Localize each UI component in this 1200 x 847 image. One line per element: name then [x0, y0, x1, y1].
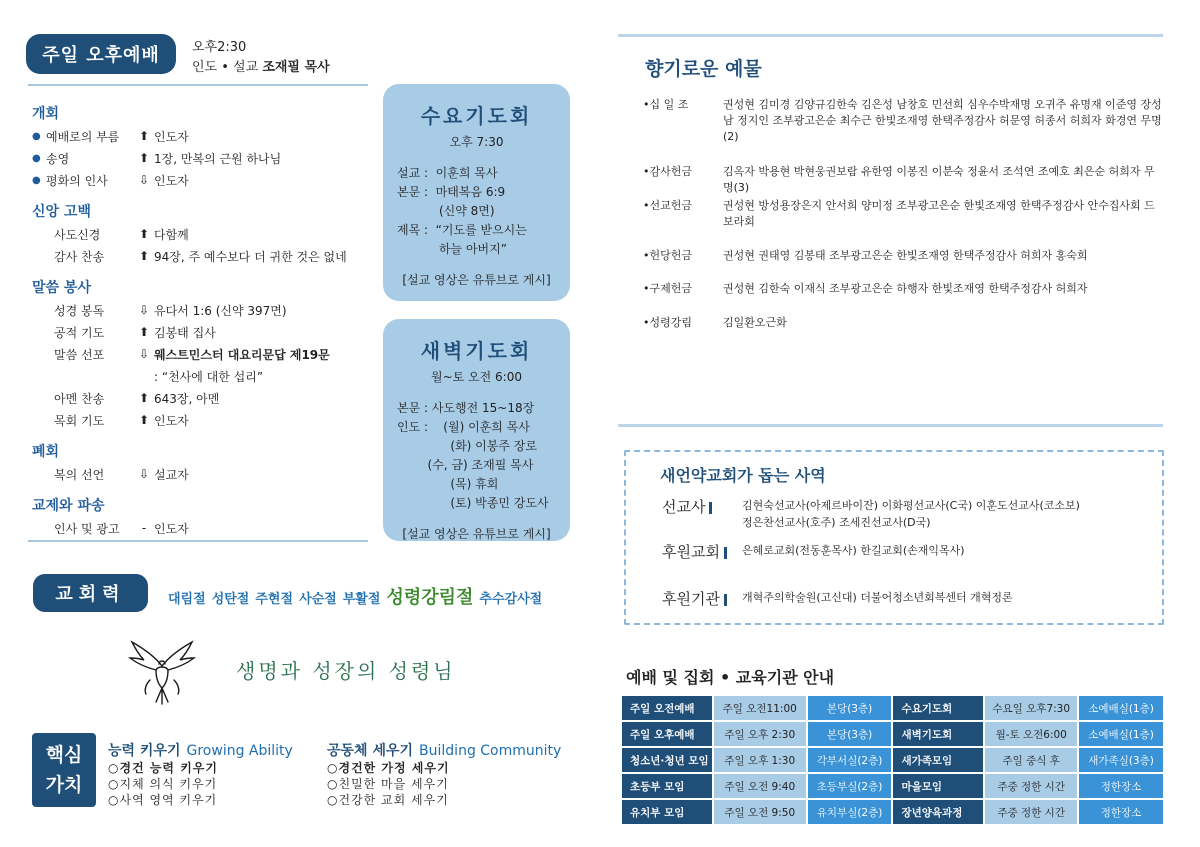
dawn-details	[397, 399, 556, 513]
schedule-title: 예배 및 집회 • 교육기관 안내	[626, 668, 835, 687]
stand-arrow-icon: ⬆	[138, 151, 150, 165]
offering-value: 권성현 김한숙 이재식 조부광고은순 하행자 한빛조재영 한택주정감사 허희자	[723, 282, 1088, 295]
schedule-location: 소예배실(1층)	[1079, 696, 1163, 720]
calendar-theme: 생명과 성장의 성령님	[236, 659, 456, 683]
core-values-line1: 핵심	[45, 744, 83, 766]
order-item	[32, 169, 367, 191]
order-item	[32, 365, 367, 387]
calendar-seasons	[168, 583, 542, 609]
season-0: 대림절	[168, 592, 206, 607]
growing-head	[108, 740, 293, 760]
ministry-row	[662, 541, 1142, 562]
ministry-key-text: 후원교회	[662, 543, 720, 561]
stand-arrow-icon: ⬆	[138, 249, 150, 263]
core-values-line2: 가치	[45, 774, 83, 796]
building-head	[327, 740, 561, 760]
building-head-ko: 공동체 세우기	[327, 743, 414, 759]
offering-row	[643, 198, 1163, 230]
offering-value: 권성현 김미경 김양규김한숙 김은성 남창호 민선희 심우수박재명 오귀주 유명재 이준영 장성남 정지인 조부광고은순 최수근 한빛조재영 한택주정감사 허문영 허종서 허희자 화경연 무명(2)	[723, 98, 1162, 143]
ministry-value: 김현숙선교사(아제르바이잔) 이화평선교사(C국) 이훈도선교사(코소보) 정은찬선교사(호주) 조세진선교사(D국)	[742, 499, 1080, 529]
order-item-value: 웨스트민스터 대요리문답 제19문	[154, 347, 330, 362]
section-heading: 신앙 고백	[32, 204, 91, 220]
bullet-icon: ●	[32, 152, 41, 164]
schedule-location: 정한장소	[1079, 800, 1163, 824]
card-detail-line: 인도 : (월) 이훈희 목사	[397, 420, 530, 434]
worship-time: 오후2:30	[192, 40, 247, 55]
section-heading: 말씀 봉사	[32, 280, 91, 296]
sit-arrow-icon: ⇩	[138, 303, 150, 317]
building-head-en: Building Community	[419, 743, 562, 759]
worship-leader-name: 조재필 목사	[262, 60, 330, 75]
order-item-value: 인도자	[154, 129, 189, 144]
order-item-value: 643장, 아멘	[154, 391, 220, 406]
schedule-time: 월-토 오전6:00	[985, 722, 1077, 746]
stand-arrow-icon: ⬆	[138, 413, 150, 427]
order-item-value: 유다서 1:6 (신약 397면)	[154, 303, 287, 318]
schedule-time: 주일 중식 후	[985, 748, 1077, 772]
bullet-icon: ●	[32, 174, 41, 186]
order-item	[32, 387, 367, 409]
order-item-value: 1장, 만복의 근원 하나님	[154, 151, 282, 166]
growing-head-ko: 능력 키우기	[108, 743, 181, 759]
card-detail-line: 본문 : 마태복음 6:9	[397, 185, 506, 199]
card-detail-line: (화) 이봉주 장로	[397, 439, 537, 453]
stand-arrow-icon: ⬆	[138, 227, 150, 241]
offering-value: 권성현 방성용장은지 안서희 양미정 조부광고은순 한빛조재영 한택주정감사 안수집사회 드보라회	[723, 199, 1155, 228]
schedule-location: 본당(3층)	[808, 696, 892, 720]
dawn-prayer-card	[383, 319, 570, 541]
dash-icon: -	[141, 521, 147, 535]
ministry-key	[662, 496, 742, 531]
card-detail-line: (목) 휴회	[397, 477, 499, 491]
order-item-label: 사도신경	[54, 227, 101, 242]
bullet-icon: ●	[32, 130, 41, 142]
schedule-meeting: 청소년·청년 모임	[622, 748, 712, 772]
core-values-growing	[108, 740, 293, 808]
season-after: 추수감사절	[479, 592, 543, 607]
order-item-value: 설교자	[154, 467, 189, 482]
schedule-time: 주중 정한 시간	[985, 774, 1077, 798]
wednesday-prayer-card	[383, 84, 570, 301]
schedule-row	[622, 722, 1163, 746]
wednesday-time: 오후 7:30	[449, 135, 504, 149]
schedule-time: 주일 오전 9:40	[714, 774, 806, 798]
offering-key: •헌당헌금	[643, 249, 692, 262]
offerings-divider-bottom	[618, 424, 1163, 427]
worship-leader	[192, 56, 330, 75]
schedule-time: 주일 오후 1:30	[714, 748, 806, 772]
order-item	[32, 125, 367, 147]
order-item-label: 성경 봉독	[54, 303, 105, 318]
ministry-bar-icon	[724, 594, 727, 606]
offering-value: 권성현 권태영 김봉태 조부광고은순 한빛조재영 한택주정감사 허희자 홍숙희	[723, 249, 1088, 262]
sit-arrow-icon: ⇩	[138, 173, 150, 187]
card-detail-line: 설교 : 이훈희 목사	[397, 166, 498, 180]
core-values-building	[327, 740, 561, 808]
schedule-meeting: 유치부 모임	[622, 800, 712, 824]
building-item: ○건강한 교회 세우기	[327, 793, 449, 807]
dawn-note: [설교 영상은 유튜브로 게시]	[402, 527, 551, 541]
card-detail-line: 하늘 아버지”	[397, 242, 507, 256]
order-item-value: 인도자	[154, 521, 189, 536]
section-heading: 폐회	[32, 444, 60, 460]
order-item-value: 94장, 주 예수보다 더 귀한 것은 없네	[154, 249, 347, 264]
season-current: 성령강림절	[386, 587, 474, 608]
schedule-location: 초등부실(2층)	[808, 774, 892, 798]
ministry-key	[662, 588, 742, 609]
order-item	[32, 223, 367, 245]
order-item	[32, 321, 367, 343]
dawn-title: 새벽기도회	[420, 339, 533, 363]
schedule-time: 주일 오후 2:30	[714, 722, 806, 746]
stand-arrow-icon: ⬆	[138, 129, 150, 143]
schedule-time: 주일 오전 9:50	[714, 800, 806, 824]
worship-title: 주일 오후예배	[26, 34, 176, 74]
schedule-meeting: 장년양육과정	[893, 800, 983, 824]
schedule-row	[622, 774, 1163, 798]
wednesday-note: [설교 영상은 유튜브로 게시]	[402, 273, 551, 287]
schedule-table	[620, 694, 1165, 826]
order-item-label: 감사 찬송	[54, 249, 105, 264]
order-item-value: 김봉태 집사	[154, 325, 216, 340]
offering-key: •십 일 조	[643, 98, 689, 111]
offering-value: 김옥자 박용현 박현웅권보람 유한영 이봉진 이분숙 정윤서 조석연 조예호 최은순 허희자 무명(3)	[723, 165, 1155, 194]
card-detail-line: 제목 : “기도를 받으시는	[397, 223, 527, 237]
order-item-label: 복의 선언	[54, 467, 105, 482]
ministry-value: 은혜로교회(전동훈목사) 한길교회(손재익목사)	[742, 544, 965, 557]
order-item-label: 공적 기도	[54, 325, 105, 340]
order-item-label: 평화의 인사	[46, 173, 108, 188]
offering-key: •성령강림	[643, 316, 692, 329]
offering-key: •구제헌금	[643, 282, 692, 295]
offering-key: •선교헌금	[643, 199, 692, 212]
offering-row	[643, 164, 1163, 196]
schedule-meeting: 주일 오전예배	[622, 696, 712, 720]
schedule-row	[622, 748, 1163, 772]
building-item: ○경건한 가정 세우기	[327, 761, 450, 775]
dove-icon	[126, 628, 198, 708]
ministry-key-text: 선교사	[662, 498, 706, 516]
ministry-bar-icon	[709, 502, 712, 514]
schedule-meeting: 초등부 모임	[622, 774, 712, 798]
offering-key: •감사헌금	[643, 165, 692, 178]
schedule-location: 각부서실(2층)	[808, 748, 892, 772]
building-item: ○친밀한 마을 세우기	[327, 777, 449, 791]
order-item-label: 예배로의 부름	[46, 129, 120, 144]
schedule-location: 소예배실(1층)	[1079, 722, 1163, 746]
order-item-label: 아멘 찬송	[54, 391, 105, 406]
schedule-time: 주중 정한 시간	[985, 800, 1077, 824]
wednesday-details	[397, 164, 556, 259]
calendar-title: 교회력	[33, 574, 148, 612]
card-detail-line: 본문 : 사도행전 15~18장	[397, 401, 535, 415]
schedule-meeting: 새벽기도회	[893, 722, 983, 746]
ministries-title: 새언약교회가 돕는 사역	[660, 466, 826, 485]
worship-leader-prefix: 인도 • 설교	[192, 60, 263, 75]
schedule-time: 수요일 오후7:30	[985, 696, 1077, 720]
season-1: 성탄절	[211, 592, 250, 607]
order-item-label: 목회 기도	[54, 413, 105, 428]
schedule-location: 유치부실(2층)	[808, 800, 892, 824]
offering-row	[643, 315, 1163, 331]
card-detail-line: (수, 금) 조재필 목사	[397, 458, 534, 472]
sit-arrow-icon: ⇩	[138, 467, 150, 481]
offering-value: 김일환오근화	[723, 316, 787, 329]
order-item-label: 말씀 선포	[54, 347, 105, 362]
offering-row	[643, 97, 1163, 145]
worship-divider-bottom	[28, 540, 368, 542]
offering-row	[643, 248, 1163, 264]
stand-arrow-icon: ⬆	[138, 325, 150, 339]
season-2: 주현절	[255, 592, 294, 607]
order-item	[32, 343, 367, 365]
worship-divider-top	[28, 84, 368, 86]
ministry-value: 개혁주의학술원(고신대) 더불어청소년회복센터 개혁정론	[742, 591, 1013, 604]
order-item	[32, 299, 367, 321]
ministry-bar-icon	[724, 547, 727, 559]
ministry-key-text: 후원기관	[662, 590, 720, 608]
growing-item: ○사역 영역 키우기	[108, 793, 218, 807]
schedule-location: 새가족실(3층)	[1079, 748, 1163, 772]
season-4: 부활절	[342, 592, 381, 607]
schedule-location: 정한장소	[1079, 774, 1163, 798]
ministry-key	[662, 541, 742, 562]
schedule-meeting: 수요기도회	[893, 696, 983, 720]
wednesday-title: 수요기도회	[420, 104, 533, 128]
schedule-time: 주일 오전11:00	[714, 696, 806, 720]
order-item-value: 다함께	[154, 227, 189, 242]
schedule-meeting: 주일 오후예배	[622, 722, 712, 746]
ministry-row	[662, 588, 1142, 609]
order-item-value: : “천사에 대한 섭리”	[154, 369, 264, 384]
ministry-row	[662, 496, 1092, 531]
core-values-box	[32, 733, 96, 807]
season-3: 사순절	[299, 592, 337, 607]
offerings-divider-top	[618, 34, 1163, 37]
schedule-row	[622, 696, 1163, 720]
order-item-label: 송영	[46, 151, 70, 166]
dawn-time: 월~토 오전 6:00	[431, 370, 522, 384]
order-item-value: 인도자	[154, 413, 189, 428]
card-detail-line: (신약 8면)	[397, 204, 495, 218]
sit-arrow-icon: ⇩	[138, 347, 150, 361]
growing-item: ○지체 의식 키우기	[108, 777, 218, 791]
offerings-title: 향기로운 예물	[645, 58, 762, 80]
section-heading: 개회	[32, 106, 60, 122]
growing-item: ○경건 능력 키우기	[108, 761, 218, 775]
growing-head-en: Growing Ability	[186, 743, 293, 759]
order-item-label: 인사 및 광고	[54, 521, 120, 536]
schedule-meeting: 새가족모임	[893, 748, 983, 772]
order-item-value: 인도자	[154, 173, 189, 188]
order-of-worship	[32, 103, 367, 539]
order-item	[32, 147, 367, 169]
section-heading: 교제와 파송	[32, 498, 105, 514]
schedule-meeting: 마을모임	[893, 774, 983, 798]
order-item	[32, 463, 367, 485]
order-item	[32, 517, 367, 539]
schedule-row	[622, 800, 1163, 824]
stand-arrow-icon: ⬆	[138, 391, 150, 405]
schedule-location: 본당(3층)	[808, 722, 892, 746]
card-detail-line: (토) 박종민 강도사	[397, 496, 549, 510]
order-item	[32, 409, 367, 431]
order-item	[32, 245, 367, 267]
offering-row	[643, 281, 1163, 297]
